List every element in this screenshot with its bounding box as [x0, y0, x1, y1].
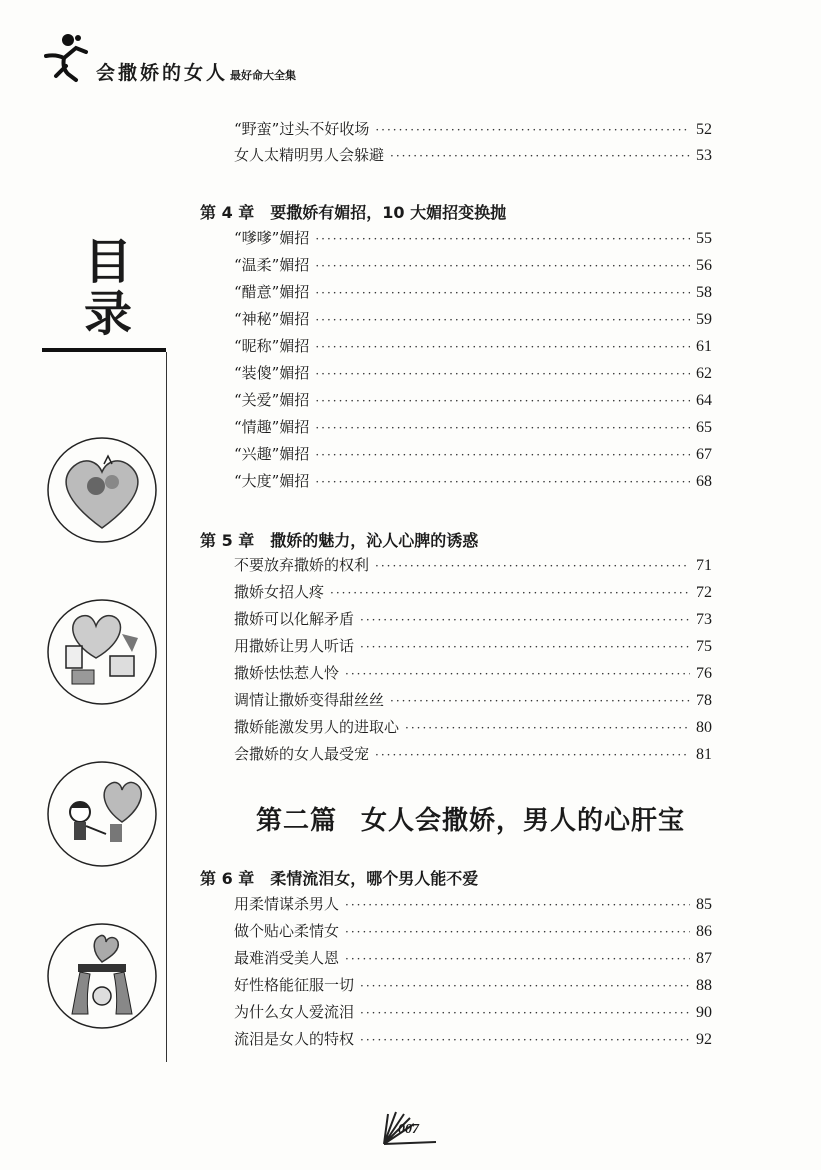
heart-illustration-3 [46, 760, 158, 868]
toc-entry[interactable] [234, 144, 712, 170]
entry-title: 做个贴心柔情女 [234, 922, 340, 940]
toc-entry[interactable] [234, 254, 712, 280]
dot-leader [390, 694, 690, 708]
entry-page: 87 [696, 950, 712, 967]
dot-leader [315, 259, 690, 273]
toc-entry[interactable] [234, 689, 712, 715]
series-subtitle: 最好命大全集 [230, 69, 297, 82]
entry-page: 80 [696, 719, 712, 736]
toc-entry[interactable] [234, 743, 712, 769]
toc-entry[interactable] [234, 920, 712, 946]
dot-leader [360, 979, 690, 993]
toc-entry[interactable] [234, 281, 712, 307]
dot-leader [315, 448, 690, 462]
toc-entry[interactable] [234, 716, 712, 742]
toc-entry[interactable] [234, 416, 712, 442]
entry-title: “温柔”媚招 [234, 256, 310, 274]
toc-entry[interactable] [234, 227, 712, 253]
entry-title: 撒娇怯怯惹人怜 [234, 664, 340, 682]
chapter-title: 撒娇的魅力，沁人心脾的诱惑 [270, 531, 479, 550]
entry-page: 67 [696, 446, 712, 463]
toc-entry[interactable] [234, 581, 712, 607]
entry-page: 68 [696, 473, 712, 490]
toc-heading [78, 236, 138, 340]
dot-leader [315, 232, 690, 246]
entry-page: 61 [696, 338, 712, 355]
toc-entry[interactable] [234, 118, 712, 144]
entry-title: “情趣”媚招 [234, 418, 310, 436]
toc-entry[interactable] [234, 335, 712, 361]
dot-leader [345, 667, 690, 681]
entry-title: 用柔情谋杀男人 [234, 895, 340, 913]
side-rule [42, 348, 166, 352]
toc-entry[interactable] [234, 554, 712, 580]
toc-entry[interactable] [234, 470, 712, 496]
dot-leader [315, 394, 690, 408]
part-title: 女人会撒娇，男人的心肝宝 [361, 806, 686, 836]
entry-page: 56 [696, 257, 712, 274]
entry-page: 65 [696, 419, 712, 436]
toc-entry[interactable] [234, 635, 712, 661]
dot-leader [375, 559, 690, 573]
dot-leader [360, 1006, 690, 1020]
entry-page: 90 [696, 1004, 712, 1021]
entry-title: “装傻”媚招 [234, 364, 310, 382]
toc-entry[interactable] [234, 662, 712, 688]
entry-title: “昵称”媚招 [234, 337, 310, 355]
entry-title: 为什么女人爱流泪 [234, 1003, 355, 1021]
entry-page: 52 [696, 121, 712, 138]
chapter-6-heading[interactable] [200, 866, 478, 889]
entry-page: 71 [696, 557, 712, 574]
entry-page: 81 [696, 746, 712, 763]
entry-page: 86 [696, 923, 712, 940]
entry-page: 72 [696, 584, 712, 601]
dot-leader [315, 286, 690, 300]
toc-entry[interactable] [234, 389, 712, 415]
chapter-number: 第 5 章 [200, 531, 255, 550]
chapter-number: 第 6 章 [200, 869, 255, 888]
page-number: 007 [398, 1122, 419, 1137]
dot-leader [345, 952, 690, 966]
dot-leader [375, 123, 690, 137]
entry-title: 不要放弃撒娇的权利 [234, 556, 370, 574]
dot-leader [390, 149, 690, 163]
entry-title: 撒娇能激发男人的进取心 [234, 718, 400, 736]
toc-heading-line1: 目 [83, 234, 132, 290]
dot-leader [315, 340, 690, 354]
dot-leader [345, 925, 690, 939]
entry-title: “嗲嗲”媚招 [234, 229, 310, 247]
entry-page: 55 [696, 230, 712, 247]
entry-page: 76 [696, 665, 712, 682]
dot-leader [360, 613, 690, 627]
series-title-text: 会撒娇的女人 [96, 62, 229, 84]
dot-leader [345, 898, 690, 912]
chapter-number: 第 4 章 [200, 203, 255, 222]
series-title [96, 58, 296, 85]
entry-title: 会撒娇的女人最受宠 [234, 745, 370, 763]
dot-leader [360, 640, 690, 654]
chapter-title: 要撒娇有媚招，10 大媚招变换抛 [270, 203, 507, 222]
side-vertical-line [166, 352, 167, 1062]
toc-entry[interactable] [234, 1001, 712, 1027]
entry-title: “醋意”媚招 [234, 283, 310, 301]
chapter-5-heading[interactable] [200, 528, 478, 551]
toc-entry[interactable] [234, 362, 712, 388]
entry-page: 78 [696, 692, 712, 709]
entry-title: “兴趣”媚招 [234, 445, 310, 463]
page-footer [378, 1108, 440, 1148]
toc-entry[interactable] [234, 974, 712, 1000]
heart-illustration-4 [46, 922, 158, 1030]
toc-entry[interactable] [234, 947, 712, 973]
entry-title: 女人太精明男人会躲避 [234, 146, 385, 164]
entry-title: 最难消受美人恩 [234, 949, 340, 967]
entry-page: 75 [696, 638, 712, 655]
toc-entry[interactable] [234, 608, 712, 634]
dot-leader [315, 421, 690, 435]
chapter-4-heading[interactable] [200, 200, 506, 223]
dot-leader [315, 475, 690, 489]
entry-page: 62 [696, 365, 712, 382]
entry-page: 85 [696, 896, 712, 913]
entry-page: 53 [696, 147, 712, 164]
part-2-heading[interactable] [256, 800, 685, 837]
dot-leader [330, 586, 690, 600]
entry-page: 64 [696, 392, 712, 409]
entry-title: 调情让撒娇变得甜丝丝 [234, 691, 385, 709]
dot-leader [315, 367, 690, 381]
dot-leader [360, 1033, 690, 1047]
entry-title: “神秘”媚招 [234, 310, 310, 328]
entry-title: 好性格能征服一切 [234, 976, 355, 994]
entry-page: 59 [696, 311, 712, 328]
toc-heading-line2: 录 [83, 286, 132, 342]
entry-title: 撒娇可以化解矛盾 [234, 610, 355, 628]
entry-page: 73 [696, 611, 712, 628]
entry-title: “大度”媚招 [234, 472, 310, 490]
heart-illustration-1 [46, 436, 158, 544]
dot-leader [315, 313, 690, 327]
dot-leader [405, 721, 690, 735]
toc-entry[interactable] [234, 893, 712, 919]
chapter-title: 柔情流泪女，哪个男人能不爱 [270, 869, 479, 888]
entry-page: 58 [696, 284, 712, 301]
toc-entry[interactable] [234, 443, 712, 469]
dot-leader [375, 748, 690, 762]
entry-title: “关爱”媚招 [234, 391, 310, 409]
entry-title: 用撒娇让男人听话 [234, 637, 355, 655]
entry-page: 92 [696, 1031, 712, 1048]
toc-entry[interactable] [234, 308, 712, 334]
entry-page: 88 [696, 977, 712, 994]
entry-title: 流泪是女人的特权 [234, 1030, 355, 1048]
toc-entry[interactable] [234, 1028, 712, 1054]
part-number: 第二篇 [256, 806, 338, 836]
entry-title: 撒娇女招人疼 [234, 583, 325, 601]
heart-illustration-2 [46, 598, 158, 706]
entry-title: “野蛮”过头不好收场 [234, 120, 370, 138]
dancing-figure-logo [38, 30, 94, 86]
